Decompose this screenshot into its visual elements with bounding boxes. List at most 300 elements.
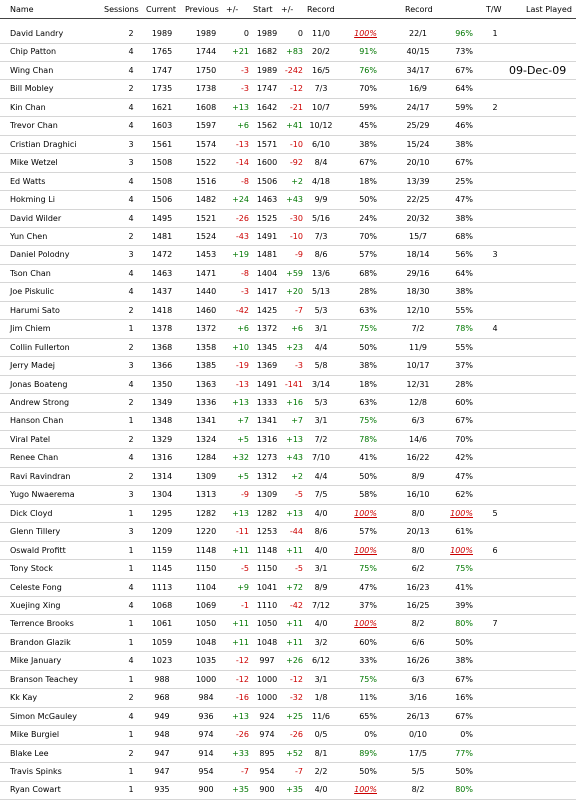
game-record-cell: 0/10: [409, 730, 427, 740]
start-rating-cell: 1463: [256, 195, 278, 205]
current-rating-cell: 1603: [151, 121, 173, 131]
delta-previous-cell: +11: [232, 545, 249, 555]
match-pct-cell: 91%: [359, 47, 377, 57]
delta-previous-cell: +11: [232, 637, 249, 647]
col-header-previous: Previous: [185, 5, 219, 14]
start-rating-cell: 1282: [256, 508, 278, 518]
sessions-cell: 4: [128, 65, 134, 75]
table-row: [0, 688, 576, 708]
table-row: [0, 24, 576, 44]
game-pct-cell: 47%: [455, 471, 473, 481]
col-header-sessions: Sessions: [104, 5, 139, 14]
sessions-cell: 1: [128, 545, 134, 555]
delta-previous-cell: -12: [235, 656, 249, 666]
game-pct-cell: 0%: [460, 730, 473, 740]
table-row: [0, 172, 576, 192]
delta-start-cell: -32: [289, 693, 303, 703]
match-record-cell: 4/0: [314, 785, 328, 795]
game-pct-cell: 38%: [455, 656, 473, 666]
previous-rating-cell: 1341: [195, 416, 217, 426]
current-rating-cell: 1506: [151, 195, 173, 205]
sessions-cell: 4: [128, 600, 134, 610]
match-pct-cell: 65%: [359, 711, 377, 721]
delta-previous-cell: -43: [235, 231, 249, 241]
table-row: [0, 190, 576, 210]
match-record-cell: 5/13: [312, 287, 330, 297]
previous-rating-cell: 1521: [195, 213, 217, 223]
player-name: Travis Spinks: [10, 767, 62, 776]
match-pct-cell: 100%: [354, 545, 377, 555]
match-record-cell: 3/1: [314, 416, 328, 426]
table-row: [0, 780, 576, 800]
current-rating-cell: 949: [154, 711, 170, 721]
previous-rating-cell: 1440: [195, 287, 217, 297]
current-rating-cell: 1747: [151, 65, 173, 75]
delta-start-cell: +2: [291, 471, 303, 481]
player-name: Jim Chiem: [10, 324, 51, 334]
start-rating-cell: 1110: [256, 600, 278, 610]
game-record-cell: 16/25: [406, 600, 430, 610]
sessions-cell: 1: [128, 785, 134, 795]
match-pct-cell: 0%: [364, 730, 377, 740]
start-rating-cell: 997: [259, 656, 275, 666]
col-header-last-played: Last Played: [526, 5, 572, 14]
delta-previous-cell: +13: [232, 102, 249, 112]
sessions-cell: 2: [128, 84, 134, 94]
game-record-cell: 8/0: [411, 508, 425, 518]
col-header-record2: Record: [405, 5, 433, 14]
game-pct-cell: 67%: [455, 65, 473, 75]
start-rating-cell: 1747: [256, 84, 278, 94]
current-rating-cell: 1508: [151, 158, 173, 168]
game-record-cell: 24/17: [406, 102, 430, 112]
player-name: Viral Patel: [10, 434, 51, 444]
sessions-cell: 4: [128, 176, 134, 186]
start-rating-cell: 1312: [256, 471, 278, 481]
start-rating-cell: 1481: [256, 250, 278, 260]
game-pct-cell: 41%: [455, 582, 473, 592]
start-rating-cell: 1150: [256, 564, 278, 574]
match-record-cell: 8/1: [314, 748, 328, 758]
match-record-cell: 8/4: [314, 158, 328, 168]
match-pct-cell: 60%: [359, 637, 377, 647]
delta-start-cell: -44: [289, 527, 303, 537]
current-rating-cell: 1989: [151, 29, 173, 38]
game-pct-cell: 42%: [455, 453, 473, 463]
match-pct-cell: 76%: [359, 65, 377, 75]
delta-start-cell: -7: [295, 767, 303, 776]
match-pct-cell: 78%: [359, 434, 377, 444]
start-rating-cell: 1989: [256, 65, 278, 75]
match-record-cell: 11/0: [312, 29, 330, 38]
col-header-start: Start: [253, 5, 273, 14]
game-pct-cell: 25%: [455, 176, 473, 186]
player-name: Oswald Profitt: [10, 545, 66, 555]
delta-previous-cell: +7: [237, 416, 249, 426]
sessions-cell: 1: [128, 637, 134, 647]
delta-previous-cell: +13: [232, 398, 249, 407]
delta-start-cell: -3: [295, 361, 303, 371]
delta-start-cell: +11: [286, 637, 303, 647]
match-pct-cell: 63%: [359, 305, 377, 315]
table-row: [0, 541, 576, 561]
match-record-cell: 6/12: [312, 656, 330, 666]
delta-previous-cell: -42: [235, 305, 249, 315]
player-name: Andrew Strong: [10, 398, 70, 407]
previous-rating-cell: 1385: [195, 361, 217, 371]
player-name: Ryan Cowart: [10, 785, 61, 795]
previous-rating-cell: 1608: [195, 102, 217, 112]
match-record-cell: 4/18: [312, 176, 330, 186]
game-record-cell: 26/13: [406, 711, 430, 721]
table-row: [0, 614, 576, 634]
sessions-cell: 4: [128, 47, 134, 57]
table-row: [0, 264, 576, 284]
game-pct-cell: 70%: [455, 434, 473, 444]
col-header-delta2: +/-: [281, 5, 294, 14]
game-record-cell: 7/2: [411, 324, 425, 334]
delta-start-cell: +35: [286, 785, 303, 795]
start-rating-cell: 1041: [256, 582, 278, 592]
current-rating-cell: 1316: [151, 453, 173, 463]
match-record-cell: 10/12: [309, 121, 333, 131]
delta-previous-cell: 0: [243, 29, 249, 38]
previous-rating-cell: 1574: [195, 139, 217, 149]
sessions-cell: 2: [128, 231, 134, 241]
match-pct-cell: 57%: [359, 250, 377, 260]
previous-rating-cell: 1372: [195, 324, 217, 334]
delta-start-cell: -141: [284, 379, 303, 389]
delta-previous-cell: -3: [241, 65, 249, 75]
delta-start-cell: -92: [289, 158, 303, 168]
match-record-cell: 7/3: [314, 231, 328, 241]
match-record-cell: 5/16: [312, 213, 330, 223]
match-pct-cell: 37%: [359, 600, 377, 610]
delta-start-cell: +6: [291, 324, 303, 334]
game-record-cell: 16/10: [406, 490, 430, 500]
start-rating-cell: 1000: [256, 693, 278, 703]
table-row: [0, 596, 576, 616]
game-pct-cell: 37%: [455, 361, 473, 371]
current-rating-cell: 1068: [151, 600, 173, 610]
match-pct-cell: 50%: [359, 767, 377, 776]
game-record-cell: 16/26: [406, 656, 430, 666]
delta-previous-cell: -12: [235, 674, 249, 684]
game-pct-cell: 73%: [455, 47, 473, 57]
player-name: Trevor Chan: [10, 121, 58, 131]
player-name: Mike January: [10, 656, 62, 666]
delta-previous-cell: +19: [232, 250, 249, 260]
match-pct-cell: 63%: [359, 398, 377, 407]
game-pct-cell: 64%: [455, 268, 473, 278]
game-record-cell: 40/15: [406, 47, 430, 57]
current-rating-cell: 1145: [151, 564, 173, 574]
match-record-cell: 8/9: [314, 582, 328, 592]
delta-previous-cell: -13: [235, 139, 249, 149]
sessions-cell: 4: [128, 379, 134, 389]
player-name: Kin Chan: [10, 102, 46, 112]
start-rating-cell: 974: [259, 730, 275, 740]
previous-rating-cell: 1104: [195, 582, 217, 592]
delta-previous-cell: +33: [232, 748, 249, 758]
table-row: [0, 504, 576, 524]
previous-rating-cell: 1309: [195, 471, 217, 481]
sessions-cell: 3: [128, 250, 134, 260]
match-record-cell: 20/2: [312, 47, 330, 57]
player-name: David Landry: [10, 29, 64, 38]
delta-start-cell: -42: [289, 600, 303, 610]
current-rating-cell: 1329: [151, 434, 173, 444]
start-rating-cell: 1682: [256, 47, 278, 57]
previous-rating-cell: 1069: [195, 600, 217, 610]
match-pct-cell: 70%: [359, 84, 377, 94]
delta-start-cell: -21: [289, 102, 303, 112]
player-name: Ravi Ravindran: [10, 471, 71, 481]
table-row: [0, 319, 576, 339]
match-pct-cell: 75%: [359, 324, 377, 334]
start-rating-cell: 1048: [256, 637, 278, 647]
start-rating-cell: 1506: [256, 176, 278, 186]
tw-cell: 2: [492, 102, 498, 112]
game-record-cell: 18/14: [406, 250, 430, 260]
game-pct-cell: 38%: [455, 139, 473, 149]
current-rating-cell: 1368: [151, 342, 173, 352]
delta-previous-cell: -11: [235, 527, 249, 537]
match-record-cell: 13/6: [312, 268, 330, 278]
game-pct-cell: 67%: [455, 711, 473, 721]
last-played-date: 09-Dec-09: [509, 64, 567, 77]
match-record-cell: 0/5: [314, 730, 328, 740]
previous-rating-cell: 1336: [195, 398, 217, 407]
tw-cell: 7: [492, 619, 498, 629]
previous-rating-cell: 1522: [195, 158, 217, 168]
table-row: [0, 245, 576, 265]
match-pct-cell: 28%: [359, 287, 377, 297]
table-row: [0, 744, 576, 764]
previous-rating-cell: 1524: [195, 231, 217, 241]
sessions-cell: 4: [128, 102, 134, 112]
start-rating-cell: 1642: [256, 102, 278, 112]
match-record-cell: 5/3: [314, 305, 328, 315]
match-record-cell: 4/4: [314, 342, 328, 352]
delta-start-cell: +13: [286, 508, 303, 518]
player-name: Branson Teachey: [10, 674, 78, 684]
current-rating-cell: 935: [154, 785, 170, 795]
previous-rating-cell: 1738: [195, 84, 217, 94]
table-row: [0, 301, 576, 321]
match-record-cell: 1/8: [314, 693, 328, 703]
delta-previous-cell: -3: [241, 84, 249, 94]
match-record-cell: 4/0: [314, 508, 328, 518]
game-pct-cell: 75%: [455, 564, 473, 574]
game-pct-cell: 55%: [455, 342, 473, 352]
start-rating-cell: 1372: [256, 324, 278, 334]
delta-previous-cell: -7: [241, 767, 249, 776]
start-rating-cell: 1525: [256, 213, 278, 223]
game-record-cell: 15/7: [409, 231, 427, 241]
match-record-cell: 5/8: [314, 361, 328, 371]
delta-previous-cell: +35: [232, 785, 249, 795]
current-rating-cell: 1059: [151, 637, 173, 647]
match-record-cell: 8/6: [314, 527, 328, 537]
match-record-cell: 8/6: [314, 250, 328, 260]
start-rating-cell: 1148: [256, 545, 278, 555]
previous-rating-cell: 900: [198, 785, 214, 795]
match-record-cell: 7/5: [314, 490, 328, 500]
sessions-cell: 1: [128, 767, 134, 776]
delta-start-cell: +11: [286, 619, 303, 629]
tw-cell: 4: [492, 324, 498, 334]
match-pct-cell: 24%: [359, 213, 377, 223]
game-pct-cell: 67%: [455, 416, 473, 426]
delta-previous-cell: +13: [232, 508, 249, 518]
start-rating-cell: 1000: [256, 674, 278, 684]
match-pct-cell: 89%: [359, 748, 377, 758]
match-pct-cell: 33%: [359, 656, 377, 666]
table-row: [0, 467, 576, 487]
game-pct-cell: 67%: [455, 158, 473, 168]
tw-cell: 6: [492, 545, 498, 555]
previous-rating-cell: 1324: [195, 434, 217, 444]
match-pct-cell: 50%: [359, 342, 377, 352]
sessions-cell: 4: [128, 121, 134, 131]
table-row: [0, 282, 576, 302]
delta-start-cell: +11: [286, 545, 303, 555]
match-pct-cell: 70%: [359, 231, 377, 241]
table-header: [0, 0, 576, 19]
player-name: Ed Watts: [10, 176, 46, 186]
current-rating-cell: 947: [154, 767, 170, 776]
game-record-cell: 16/23: [406, 582, 430, 592]
start-rating-cell: 1417: [256, 287, 278, 297]
current-rating-cell: 988: [154, 674, 170, 684]
game-pct-cell: 16%: [455, 693, 473, 703]
match-record-cell: 4/4: [314, 471, 328, 481]
game-record-cell: 5/5: [411, 767, 425, 776]
game-pct-cell: 28%: [455, 379, 473, 389]
game-pct-cell: 100%: [450, 508, 473, 518]
game-record-cell: 3/16: [409, 693, 427, 703]
delta-previous-cell: -13: [235, 379, 249, 389]
sessions-cell: 2: [128, 29, 134, 38]
current-rating-cell: 1314: [151, 471, 173, 481]
game-pct-cell: 39%: [455, 600, 473, 610]
game-record-cell: 10/17: [406, 361, 430, 371]
game-pct-cell: 77%: [455, 748, 473, 758]
start-rating-cell: 1341: [256, 416, 278, 426]
game-pct-cell: 56%: [455, 250, 473, 260]
game-pct-cell: 80%: [455, 619, 473, 629]
current-rating-cell: 1481: [151, 231, 173, 241]
player-name: Yun Chen: [10, 231, 48, 241]
tw-cell: 1: [492, 29, 498, 38]
match-record-cell: 7/12: [312, 600, 330, 610]
delta-previous-cell: +13: [232, 711, 249, 721]
sessions-cell: 2: [128, 693, 134, 703]
sessions-cell: 1: [128, 564, 134, 574]
game-record-cell: 29/16: [406, 268, 430, 278]
delta-previous-cell: -5: [241, 564, 249, 574]
sessions-cell: 1: [128, 730, 134, 740]
previous-rating-cell: 936: [198, 711, 214, 721]
player-name: Tson Chan: [10, 268, 51, 278]
game-record-cell: 6/2: [411, 564, 425, 574]
start-rating-cell: 900: [259, 785, 275, 795]
current-rating-cell: 1378: [151, 324, 173, 334]
previous-rating-cell: 1282: [195, 508, 217, 518]
match-record-cell: 7/10: [312, 453, 330, 463]
delta-previous-cell: -26: [235, 730, 249, 740]
game-record-cell: 18/30: [406, 287, 430, 297]
current-rating-cell: 1348: [151, 416, 173, 426]
game-pct-cell: 96%: [455, 29, 473, 38]
player-name: Joe Piskulic: [10, 287, 55, 297]
match-record-cell: 4/0: [314, 545, 328, 555]
match-pct-cell: 75%: [359, 674, 377, 684]
player-name: Chip Patton: [10, 47, 57, 57]
table-row: [0, 707, 576, 727]
start-rating-cell: 1600: [256, 158, 278, 168]
delta-previous-cell: -8: [241, 176, 249, 186]
player-name: Bill Mobley: [10, 84, 54, 94]
start-rating-cell: 1425: [256, 305, 278, 315]
player-name: David Wilder: [10, 213, 62, 223]
previous-rating-cell: 1000: [195, 674, 217, 684]
delta-start-cell: +26: [286, 656, 303, 666]
player-name: Mike Burgiel: [10, 730, 60, 740]
start-rating-cell: 1491: [256, 231, 278, 241]
sessions-cell: 2: [128, 434, 134, 444]
player-name: Simon McGauley: [10, 711, 77, 721]
sessions-cell: 4: [128, 711, 134, 721]
table-row: [0, 393, 576, 413]
previous-rating-cell: 1048: [195, 637, 217, 647]
table-row: [0, 633, 576, 653]
match-record-cell: 9/9: [314, 195, 328, 205]
game-record-cell: 15/24: [406, 139, 430, 149]
start-rating-cell: 1571: [256, 139, 278, 149]
current-rating-cell: 1561: [151, 139, 173, 149]
match-pct-cell: 41%: [359, 453, 377, 463]
delta-previous-cell: -14: [235, 158, 249, 168]
table-row: [0, 762, 576, 782]
current-rating-cell: 1061: [151, 619, 173, 629]
sessions-cell: 3: [128, 361, 134, 371]
start-rating-cell: 1562: [256, 121, 278, 131]
start-rating-cell: 1273: [256, 453, 278, 463]
start-rating-cell: 1404: [256, 268, 278, 278]
match-pct-cell: 100%: [354, 508, 377, 518]
player-name: Brandon Glazik: [10, 637, 71, 647]
table-row: [0, 670, 576, 690]
start-rating-cell: 1050: [256, 619, 278, 629]
previous-rating-cell: 1220: [195, 527, 217, 537]
start-rating-cell: 1491: [256, 379, 278, 389]
delta-start-cell: +25: [286, 711, 303, 721]
table-row: [0, 375, 576, 395]
current-rating-cell: 1463: [151, 268, 173, 278]
table-row: [0, 485, 576, 505]
sessions-cell: 4: [128, 287, 134, 297]
game-record-cell: 6/6: [411, 637, 425, 647]
previous-rating-cell: 1050: [195, 619, 217, 629]
match-record-cell: 3/1: [314, 324, 328, 334]
game-record-cell: 17/5: [409, 748, 427, 758]
delta-start-cell: +23: [286, 342, 303, 352]
delta-start-cell: -5: [295, 490, 303, 500]
match-pct-cell: 18%: [359, 379, 377, 389]
game-record-cell: 20/32: [406, 213, 430, 223]
